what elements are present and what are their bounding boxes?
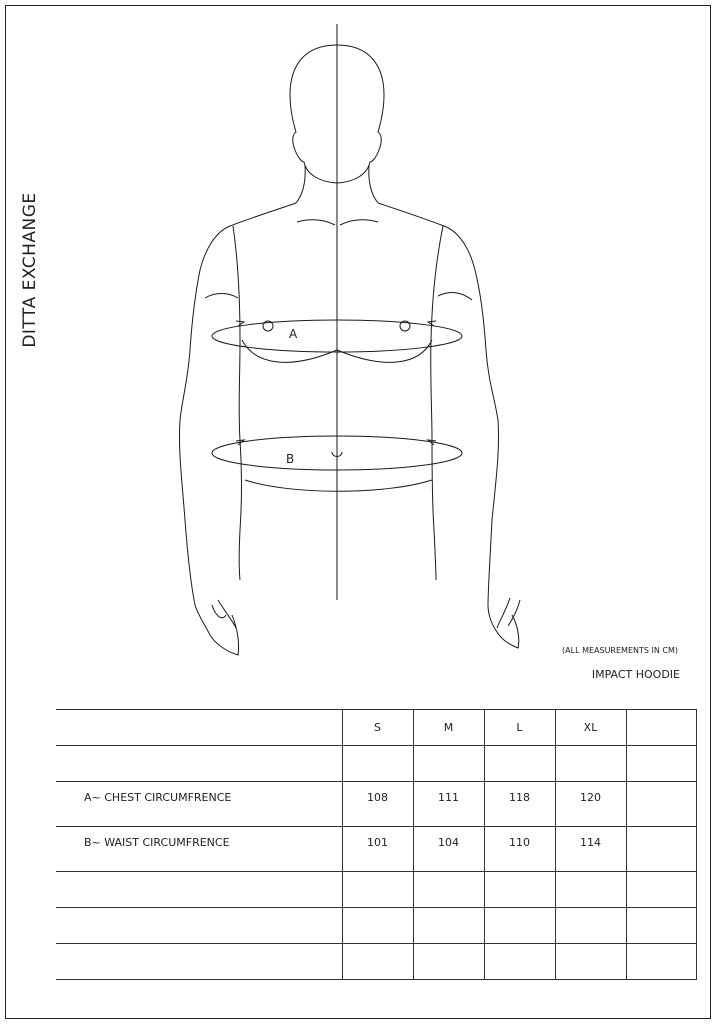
table-cell-empty bbox=[626, 782, 696, 827]
table-cell-empty bbox=[413, 908, 484, 944]
table-cell-empty bbox=[484, 944, 555, 980]
table-cell-empty bbox=[626, 827, 696, 872]
chest-label: A bbox=[289, 327, 298, 341]
table-cell-empty bbox=[626, 872, 696, 908]
torso-right bbox=[378, 203, 519, 648]
table-cell-empty bbox=[555, 872, 626, 908]
product-name: IMPACT HOODIE bbox=[591, 668, 680, 681]
table-cell-empty bbox=[626, 908, 696, 944]
size-chart-table bbox=[56, 709, 697, 980]
table-cell-empty bbox=[56, 872, 342, 908]
size-header-row bbox=[56, 710, 696, 746]
table-cell-empty bbox=[484, 746, 555, 782]
size-header-xl: XL bbox=[555, 710, 626, 746]
table-cell-empty bbox=[56, 908, 342, 944]
table-cell-empty bbox=[555, 908, 626, 944]
table-row bbox=[56, 746, 696, 782]
chest-row-label: A~ CHEST CIRCUMFRENCE bbox=[56, 782, 342, 827]
bicep-right bbox=[438, 293, 472, 300]
waist-xl: 114 bbox=[555, 827, 626, 872]
table-cell-empty bbox=[555, 746, 626, 782]
table-cell-empty bbox=[56, 746, 342, 782]
size-header-l: L bbox=[484, 710, 555, 746]
table-cell-empty bbox=[484, 908, 555, 944]
waist-row-label: B~ WAIST CIRCUMFRENCE bbox=[56, 827, 342, 872]
table-cell-empty bbox=[555, 944, 626, 980]
belt-line bbox=[245, 480, 432, 491]
table-cell-empty bbox=[342, 746, 413, 782]
table-cell-empty bbox=[413, 746, 484, 782]
waist-row bbox=[56, 827, 696, 872]
brand-title: DITTA EXCHANGE bbox=[20, 192, 40, 348]
table-row bbox=[56, 872, 696, 908]
table-cell-empty bbox=[342, 944, 413, 980]
chest-row bbox=[56, 782, 696, 827]
waist-label: B bbox=[286, 452, 295, 466]
table-row bbox=[56, 908, 696, 944]
hand-left bbox=[212, 600, 236, 628]
size-header-m: M bbox=[413, 710, 484, 746]
table-cell-empty bbox=[413, 872, 484, 908]
size-header-s: S bbox=[342, 710, 413, 746]
chest-xl: 120 bbox=[555, 782, 626, 827]
waist-l: 110 bbox=[484, 827, 555, 872]
chest-l: 118 bbox=[484, 782, 555, 827]
bicep-left bbox=[205, 294, 238, 299]
hand-right bbox=[497, 598, 520, 628]
table-cell-empty bbox=[484, 872, 555, 908]
table-cell-empty bbox=[342, 872, 413, 908]
table-row bbox=[56, 944, 696, 980]
chest-m: 111 bbox=[413, 782, 484, 827]
table-cell-empty bbox=[342, 908, 413, 944]
arm-inner-left bbox=[233, 226, 242, 580]
waist-m: 104 bbox=[413, 827, 484, 872]
table-cell-empty bbox=[626, 746, 696, 782]
chest-s: 108 bbox=[342, 782, 413, 827]
arm-inner-right bbox=[431, 226, 443, 580]
measurement-note: (ALL MEASUREMENTS IN CM) bbox=[562, 646, 678, 655]
table-header-label bbox=[56, 710, 342, 746]
table-cell-empty bbox=[626, 710, 696, 746]
table-cell-empty bbox=[56, 944, 342, 980]
table-cell-empty bbox=[413, 944, 484, 980]
waist-s: 101 bbox=[342, 827, 413, 872]
table-cell-empty bbox=[626, 944, 696, 980]
